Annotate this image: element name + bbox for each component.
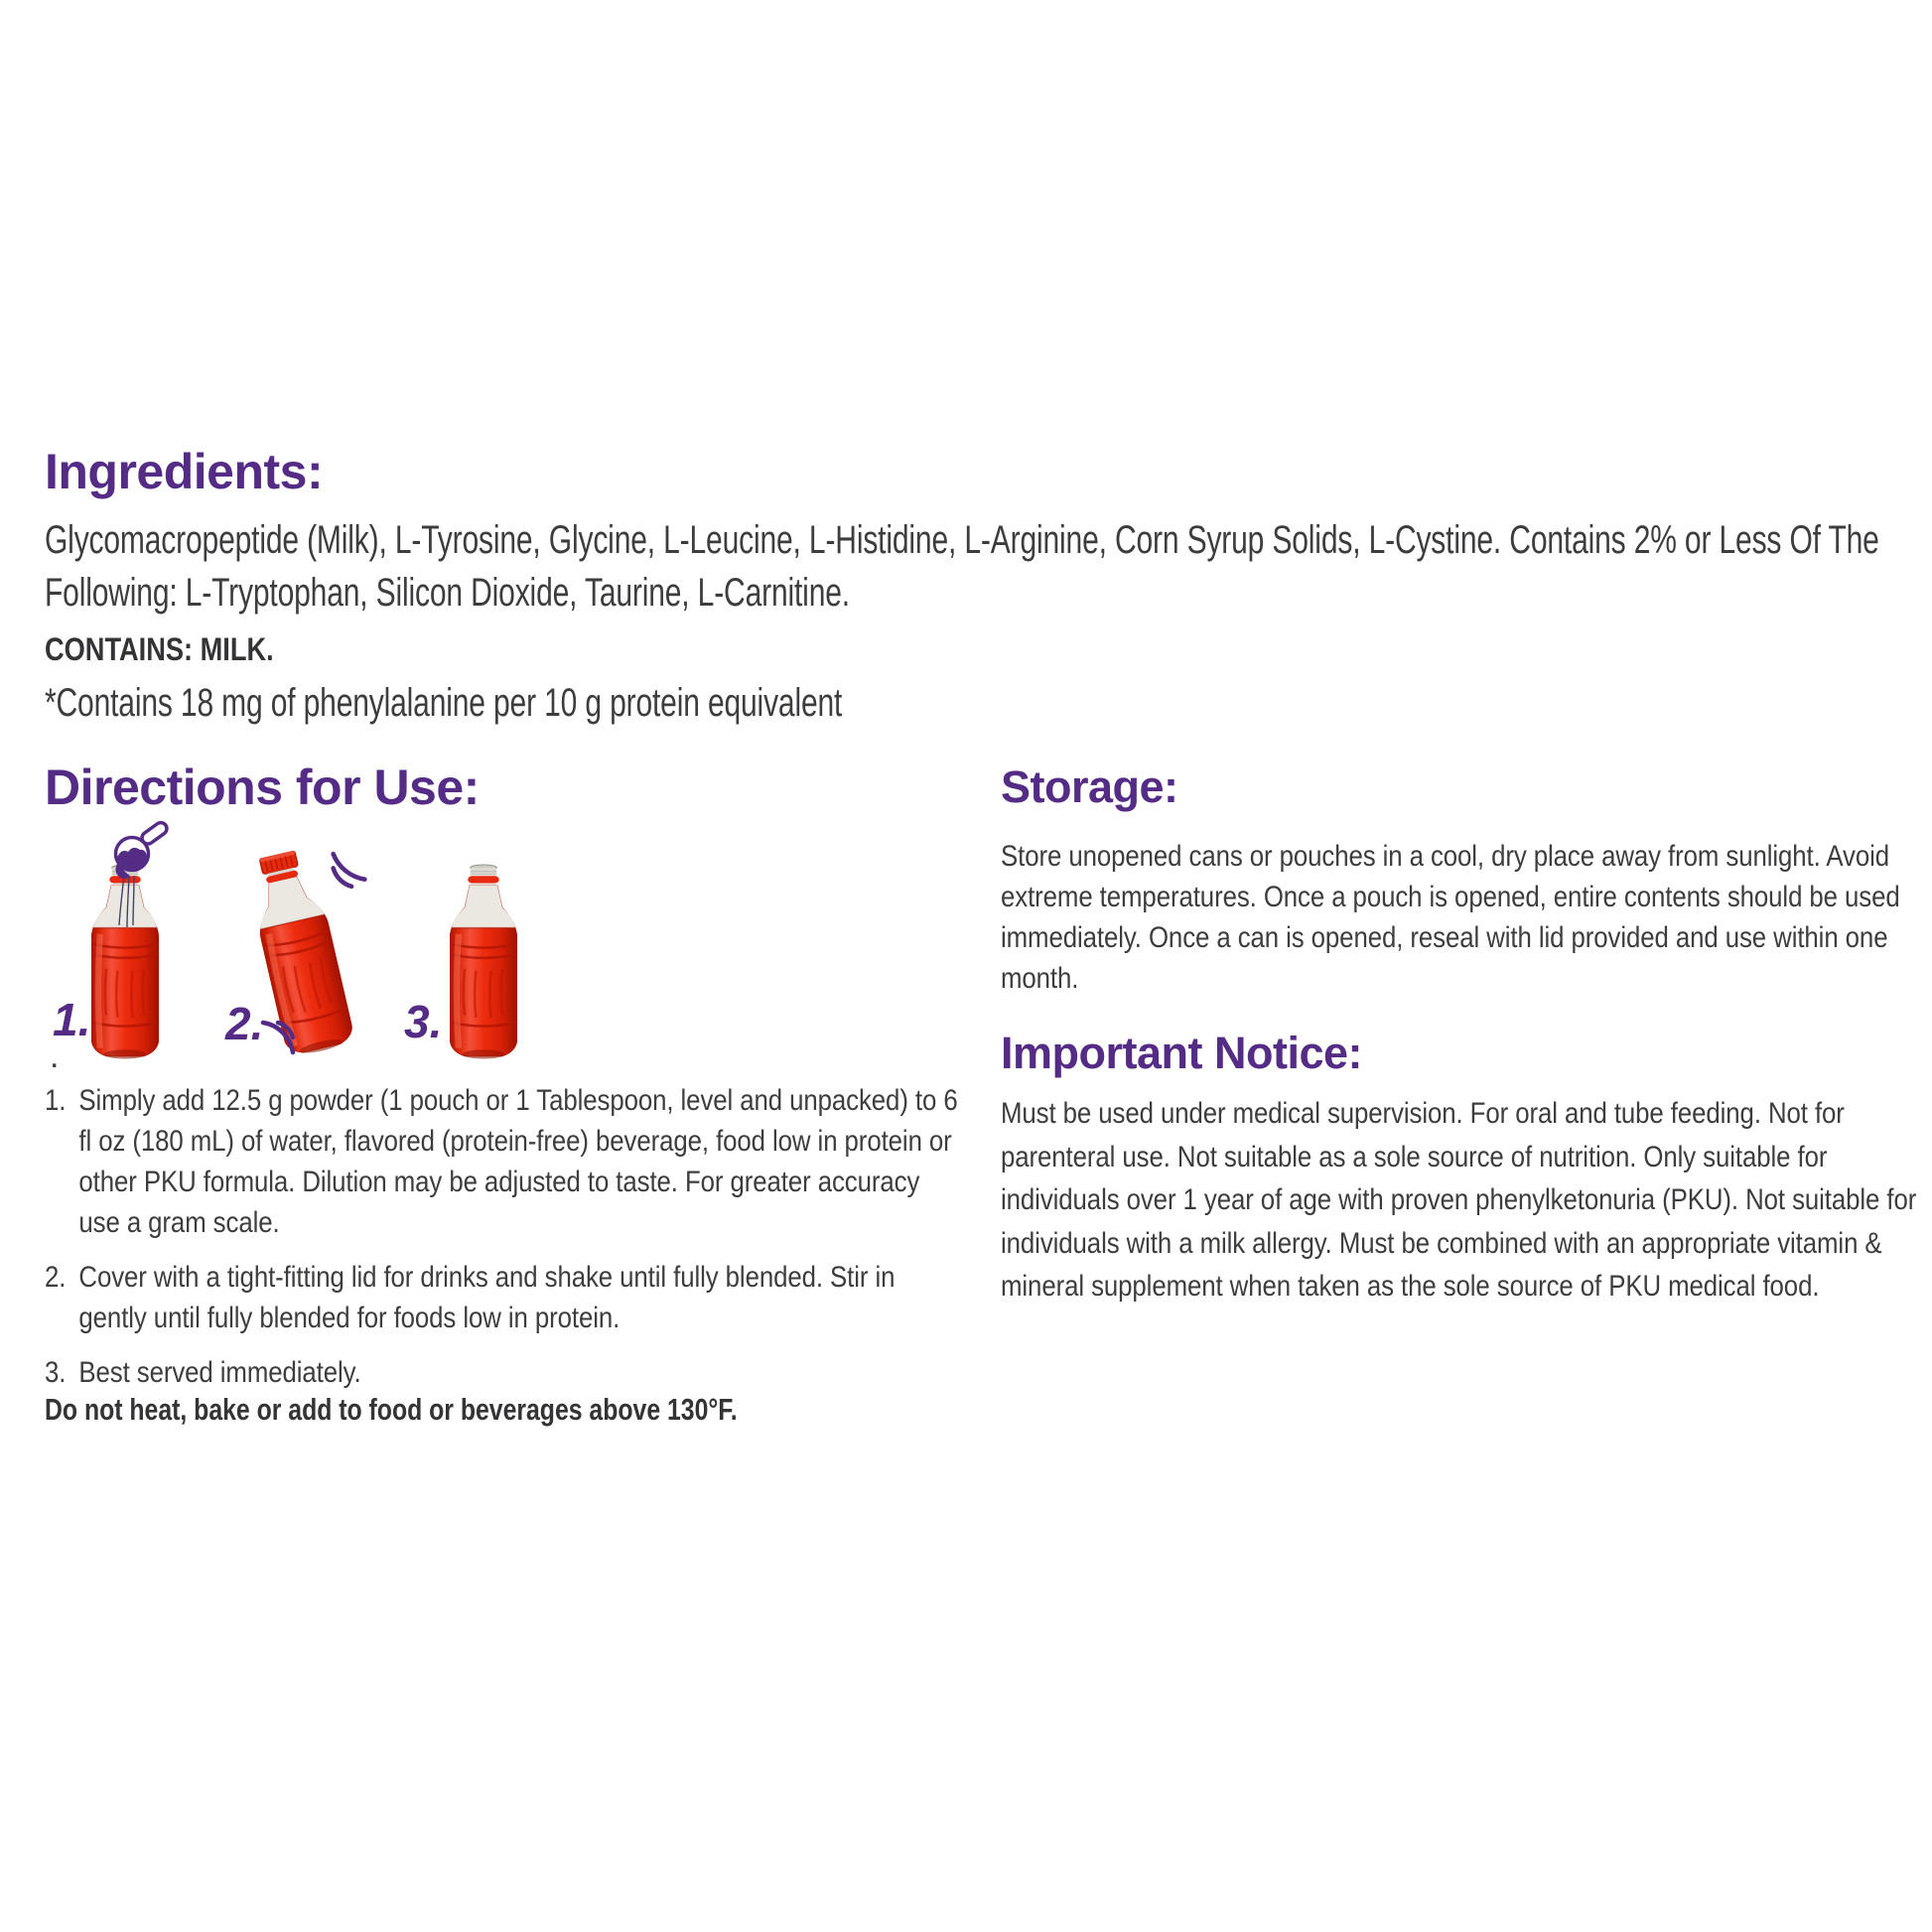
scoop-icon: [104, 818, 170, 929]
contains-statement: CONTAINS: MILK.: [45, 631, 274, 667]
step-2-text: Cover with a tight-fitting lid for drinks and shake until fully blended. Stir in gently until fully blended for foods low in protein.: [78, 1261, 896, 1334]
directions-bottle-illustrations: [45, 820, 611, 1078]
step-1-marker: 1.: [45, 1084, 67, 1117]
figure-label-1: 1.: [53, 994, 91, 1045]
shake-arcs-bottom-icon: [259, 1017, 299, 1060]
ingredients-body: Glycomacropeptide (Milk), L-Tyrosine, Glycine, L-Leucine, L-Histidine, L-Arginine, Corn Syrup Solids, L-Cystine. Contains 2% or Less Of The Following: L-Tryptophan, Silicon Dioxide, Taurine, L-Carnitine.: [45, 518, 1879, 615]
step-3-text: Best served immediately.: [78, 1356, 361, 1389]
stray-period: .: [50, 1037, 60, 1075]
step-2-marker: 2.: [45, 1261, 67, 1294]
bottle-3-illustration: [450, 864, 517, 1060]
direction-step-2: [45, 1257, 958, 1338]
step-3-marker: 3.: [45, 1356, 67, 1389]
phenylalanine-note: *Contains 18 mg of phenylalanine per 10 g protein equivalent: [45, 681, 843, 725]
heat-warning: Do not heat, bake or add to food or beverages above 130°F.: [45, 1392, 738, 1427]
figure-label-2: 2.: [225, 998, 264, 1049]
directions-step-list: [45, 1080, 958, 1407]
important-notice-body: Must be used under medical supervision. For oral and tube feeding. Not for parenteral use. Not suitable as a sole source of nutrition. Only suitable for individuals over 1 year of age with proven phenylketonuria (PKU). Not suitable for individuals with a milk allergy. Must be combined with an appropriate vitamin & mineral supplement when taken as the sole source of PKU medical food.: [1001, 1097, 1917, 1303]
figure-label-3: 3.: [404, 996, 443, 1047]
step-1-text: Simply add 12.5 g powder (1 pouch or 1 Tablespoon, level and unpacked) to 6 fl oz (180 mL) of water, flavored (protein-free) beverage, food low in protein or other PKU formula. Dilution may be adjusted to taste. For greater accuracy use a gram scale.: [78, 1084, 958, 1239]
storage-body: Store unopened cans or pouches in a cool, dry place away from sunlight. Avoid extreme temperatures. Once a pouch is opened, entire contents should be used immediately. Once a can is opened, reseal with lid provided and use within one month.: [1001, 840, 1900, 995]
direction-step-1: [45, 1080, 958, 1243]
storage-heading: Storage:: [1001, 761, 1178, 812]
important-notice-heading: Important Notice:: [1001, 1028, 1363, 1078]
ingredients-heading: Ingredients:: [45, 444, 324, 499]
shake-arcs-top-icon: [325, 849, 372, 894]
direction-step-3: [45, 1352, 958, 1393]
directions-heading: Directions for Use:: [45, 759, 480, 815]
